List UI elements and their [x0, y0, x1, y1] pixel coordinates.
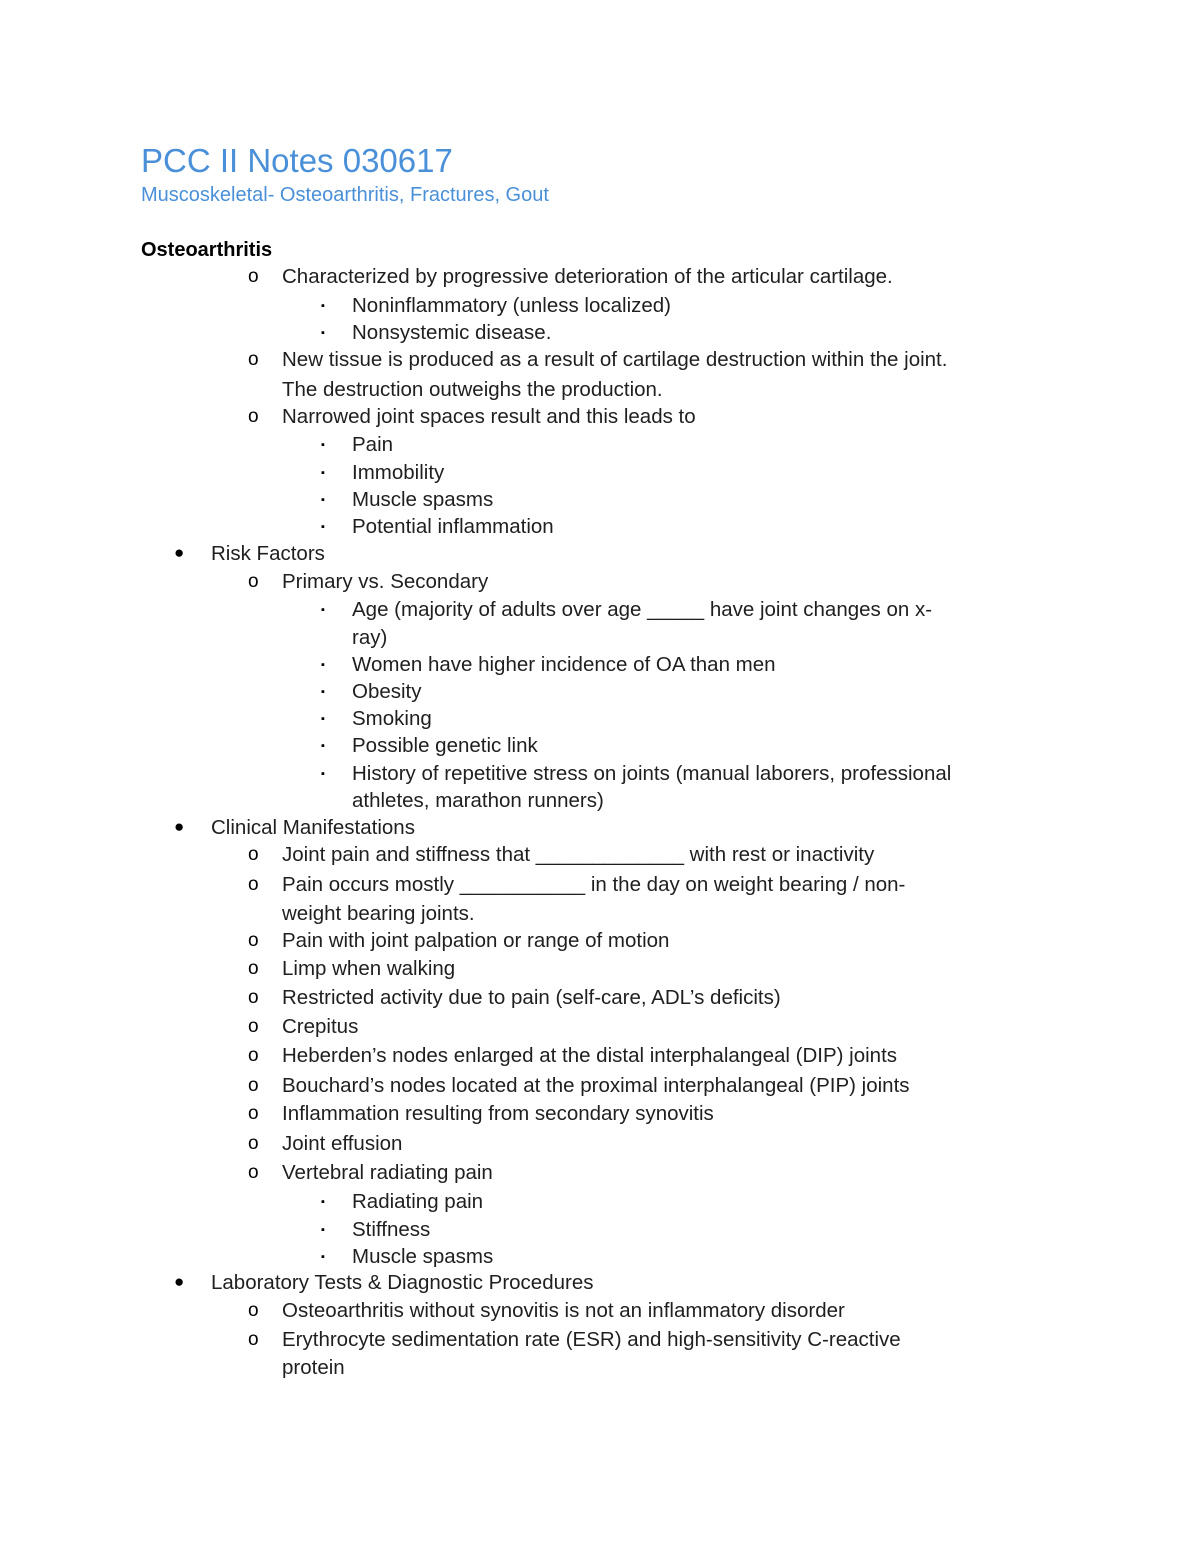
bullet-circle: o [248, 1300, 259, 1321]
bullet-circle: o [248, 266, 259, 287]
bullet-circle: o [248, 1016, 259, 1037]
list-item: Risk Factors [211, 542, 325, 565]
bullet-circle: o [248, 844, 259, 865]
list-item: Joint pain and stiffness that _____________ with rest or inactivity [282, 843, 875, 866]
bullet-dot: ● [174, 543, 185, 562]
list-item: Muscle spasms [352, 488, 494, 511]
list-item: Obesity [352, 680, 422, 703]
bullet-square: ▪ [321, 686, 325, 698]
list-item: Pain occurs mostly ___________ in the day on weight bearing / non- [282, 873, 906, 896]
bullet-circle: o [248, 349, 259, 370]
bullet-circle: o [248, 1329, 259, 1350]
list-item: Nonsystemic disease. [352, 321, 552, 344]
list-item: History of repetitive stress on joints (manual laborers, professional [352, 762, 952, 785]
list-item: Vertebral radiating pain [282, 1161, 493, 1184]
list-item: Narrowed joint spaces result and this leads to [282, 405, 696, 428]
bullet-dot: ● [174, 817, 185, 836]
list-item: Immobility [352, 461, 445, 484]
bullet-square: ▪ [321, 604, 325, 616]
bullet-square: ▪ [321, 300, 325, 312]
list-item: Noninflammatory (unless localized) [352, 294, 672, 317]
page-title: PCC II Notes 030617 [141, 142, 453, 179]
list-item: Inflammation resulting from secondary synovitis [282, 1102, 714, 1125]
list-item: Clinical Manifestations [211, 816, 415, 839]
list-item: Joint effusion [282, 1132, 403, 1155]
list-item: Muscle spasms [352, 1245, 494, 1268]
list-item: Pain [352, 433, 394, 456]
bullet-square: ▪ [321, 659, 325, 671]
bullet-square: ▪ [321, 740, 325, 752]
bullet-circle: o [248, 571, 259, 592]
bullet-square: ▪ [321, 768, 325, 780]
bullet-square: ▪ [321, 1251, 325, 1263]
list-item: Pain with joint palpation or range of motion [282, 929, 670, 952]
bullet-circle: o [248, 1133, 259, 1154]
list-item: Laboratory Tests & Diagnostic Procedures [211, 1271, 594, 1294]
list-item: protein [282, 1356, 345, 1379]
list-item: Stiffness [352, 1218, 431, 1241]
bullet-circle: o [248, 874, 259, 895]
bullet-square: ▪ [321, 1196, 325, 1208]
list-item: Radiating pain [352, 1190, 484, 1213]
bullet-square: ▪ [321, 467, 325, 479]
bullet-circle: o [248, 958, 259, 979]
bullet-circle: o [248, 987, 259, 1008]
bullet-circle: o [248, 1075, 259, 1096]
bullet-square: ▪ [321, 713, 325, 725]
bullet-square: ▪ [321, 327, 325, 339]
bullet-circle: o [248, 1045, 259, 1066]
bullet-square: ▪ [321, 494, 325, 506]
list-item: Primary vs. Secondary [282, 570, 489, 593]
list-item: ray) [352, 626, 388, 649]
list-item: The destruction outweighs the production. [282, 378, 663, 401]
list-item: athletes, marathon runners) [352, 789, 604, 812]
page-subtitle: Muscoskeletal- Osteoarthritis, Fractures, Gout [141, 184, 549, 206]
list-item: Possible genetic link [352, 734, 538, 757]
list-item: Women have higher incidence of OA than men [352, 653, 776, 676]
bullet-square: ▪ [321, 439, 325, 451]
bullet-circle: o [248, 1162, 259, 1183]
list-item: Smoking [352, 707, 432, 730]
list-item: Osteoarthritis without synovitis is not an inflammatory disorder [282, 1299, 845, 1322]
bullet-circle: o [248, 930, 259, 951]
list-item: Heberden’s nodes enlarged at the distal interphalangeal (DIP) joints [282, 1044, 898, 1067]
bullet-circle: o [248, 1103, 259, 1124]
list-item: Erythrocyte sedimentation rate (ESR) and high-sensitivity C-reactive [282, 1328, 901, 1351]
list-item: New tissue is produced as a result of cartilage destruction within the joint. [282, 348, 948, 371]
list-item: Potential inflammation [352, 515, 554, 538]
list-item: Characterized by progressive deterioration of the articular cartilage. [282, 265, 893, 288]
list-item: weight bearing joints. [282, 902, 475, 925]
list-item: Limp when walking [282, 957, 456, 980]
bullet-square: ▪ [321, 1224, 325, 1236]
list-item: Age (majority of adults over age _____ have joint changes on x- [352, 598, 933, 621]
list-item: Restricted activity due to pain (self-care, ADL’s deficits) [282, 986, 781, 1009]
bullet-circle: o [248, 406, 259, 427]
list-item: Crepitus [282, 1015, 359, 1038]
list-item: Bouchard’s nodes located at the proximal interphalangeal (PIP) joints [282, 1074, 910, 1097]
section-heading: Osteoarthritis [141, 239, 273, 261]
bullet-dot: ● [174, 1272, 185, 1291]
bullet-square: ▪ [321, 521, 325, 533]
